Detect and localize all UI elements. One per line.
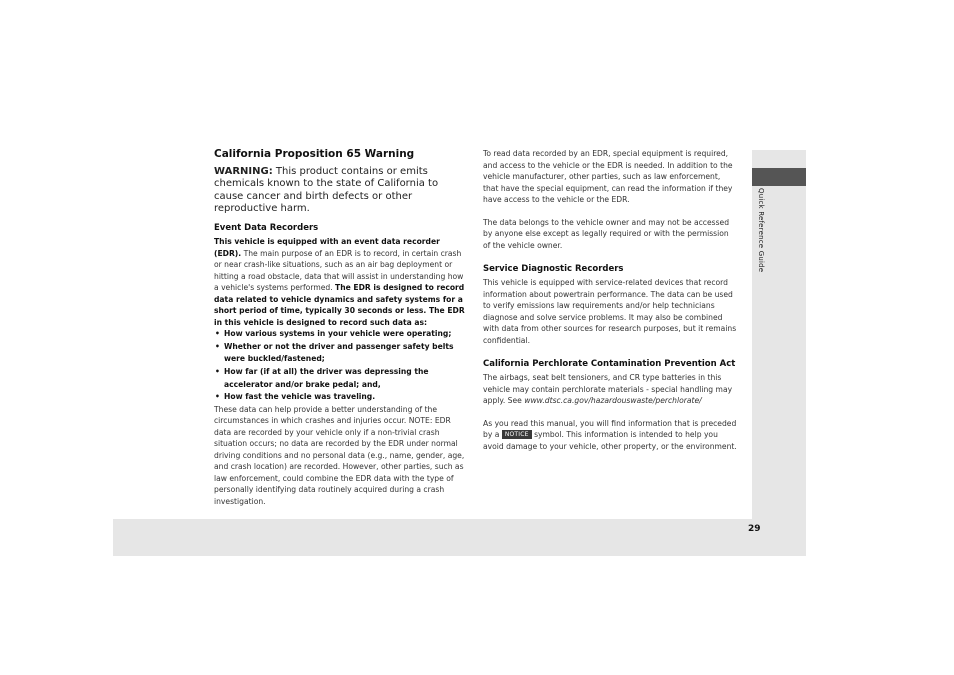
edr-bullet-list	[214, 328, 469, 404]
notice-paragraph	[483, 418, 738, 453]
perchlorate-paragraph	[483, 372, 738, 407]
edr-intro: This vehicle is equipped with an event data recorder (EDR).	[214, 237, 440, 258]
prop65-warning	[214, 166, 469, 215]
edr-purpose: The main purpose of an EDR is to record, in certain crash or near crash-like situations, such as an air bag deployment or hitting a road obstacle, data that will assist in understanding how a vehicle's systems performed.	[214, 248, 464, 293]
notice-post: symbol. This information is intended to help you avoid damage to your vehicle, other property, or the environment.	[483, 430, 737, 451]
warning-label: WARNING:	[214, 166, 273, 177]
section-tab-label: Quick Reference Guide	[757, 188, 765, 273]
list-item: • Whether or not the driver and passenger safety belts were buckled/fastened;	[214, 341, 469, 366]
notice-badge: NOTICE	[502, 430, 532, 439]
sdr-heading: Service Diagnostic Recorders	[483, 264, 624, 274]
list-item: • How various systems in your vehicle were operating;	[214, 328, 469, 341]
prop65-heading: California Proposition 65 Warning	[214, 148, 415, 160]
section-tab[interactable]	[752, 168, 806, 186]
perchlorate-text: The airbags, seat belt tensioners, and CR type batteries in this vehicle may contain perchlorate materials - special handling may apply. See	[483, 373, 733, 405]
notice-pre: As you read this manual, you will find information that is preceded by a	[483, 418, 737, 439]
list-item: • How far (if at all) the driver was depressing the accelerator and/or brake pedal; and,	[214, 366, 469, 391]
sdr-paragraph: This vehicle is equipped with service-related devices that record information about powertrain performance. The data can be used to verify emissions law requirements and/or help technicians diagnose and solve service problems. It may also be combined with data from other sources for research purposes, but it remains confidential.	[483, 278, 737, 345]
perchlorate-url: www.dtsc.ca.gov/hazardouswaste/perchlorate/	[524, 396, 702, 405]
left-column	[214, 148, 469, 507]
edr-description	[214, 236, 469, 328]
edr-heading: Event Data Recorders	[214, 223, 319, 234]
list-item: • How fast the vehicle was traveling.	[214, 391, 469, 404]
warning-text: This product contains or emits chemicals known to the state of California to cause cancer and birth defects or other reproductive harm.	[214, 166, 439, 214]
page-number: 29	[748, 524, 761, 534]
edr-read-paragraph: To read data recorded by an EDR, special equipment is required, and access to the vehicle or the EDR is needed. In addition to the vehicle manufacturer, other parties, such as law enforcement, that have the special equipment, can read the information if they have access to the vehicle or the EDR.	[483, 149, 733, 204]
edr-owner-paragraph: The data belongs to the vehicle owner and may not be accessed by anyone else except as legally required or with the permission of the vehicle owner.	[483, 217, 730, 250]
edr-closing: These data can help provide a better understanding of the circumstances in which crashes and injuries occur. NOTE: EDR data are recorded by your vehicle only if a non-trivial crash situation occurs; no data are recorded by the EDR under normal driving conditions and no personal data (e.g., name, gender, age, and crash location) are recorded. However, other parties, such as law enforcement, could combine the EDR data with the type of personally identifying data routinely acquired during a crash investigation.	[214, 404, 465, 506]
footer-band	[113, 519, 806, 556]
edr-designed: The EDR is designed to record data related to vehicle dynamics and safety systems for a short period of time, typically 30 seconds or less. The EDR in this vehicle is designed to record such data as:	[214, 283, 465, 327]
right-column	[483, 148, 738, 452]
perchlorate-heading: California Perchlorate Contamination Prevention Act	[483, 359, 736, 369]
